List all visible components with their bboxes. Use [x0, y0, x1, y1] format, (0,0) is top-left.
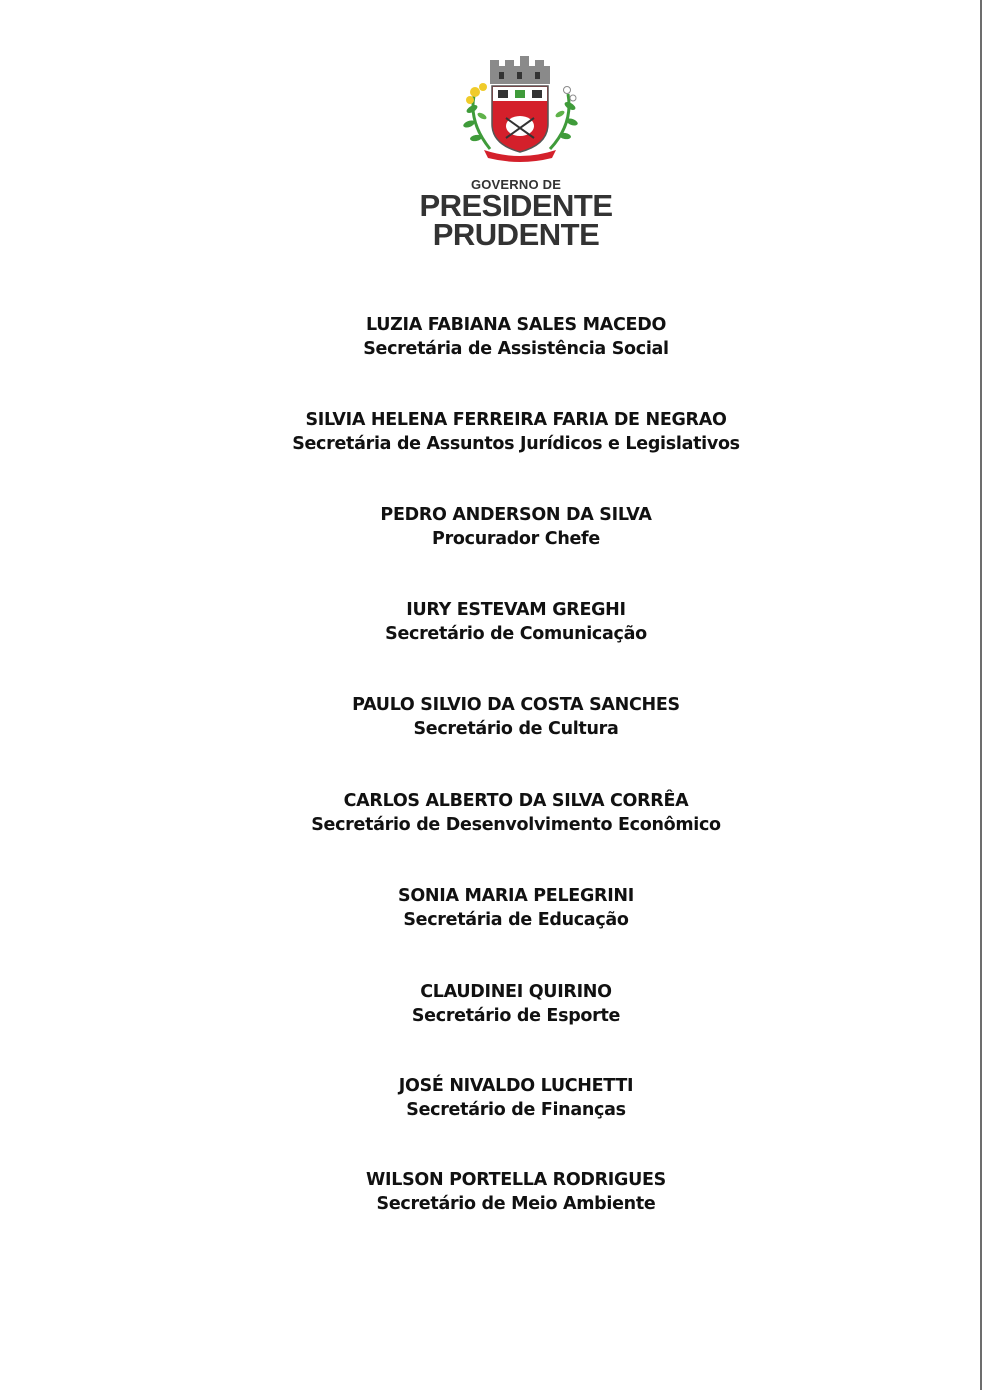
- mural-crown: [490, 56, 550, 84]
- official-entry: [0, 980, 984, 1028]
- official-role: Secretária de Assistência Social: [363, 339, 669, 359]
- official-entry: [0, 503, 984, 551]
- official-name: CLAUDINEI QUIRINO: [420, 982, 612, 1002]
- city-coat-of-arms-icon: [460, 54, 580, 164]
- official-entry: [0, 884, 984, 932]
- government-logo: [410, 54, 620, 254]
- official-role: Secretário de Cultura: [413, 719, 619, 739]
- shield: [492, 86, 548, 152]
- official-entry: [0, 408, 984, 456]
- official-role: Secretário de Comunicação: [385, 624, 647, 644]
- official-role: Secretário de Meio Ambiente: [376, 1194, 656, 1214]
- official-entry: [0, 1074, 984, 1122]
- official-role: Secretário de Esporte: [411, 1006, 621, 1026]
- official-name: JOSÉ NIVALDO LUCHETTI: [398, 1076, 634, 1096]
- official-name: CARLOS ALBERTO DA SILVA CORRÊA: [343, 791, 689, 811]
- official-name: WILSON PORTELLA RODRIGUES: [366, 1170, 666, 1190]
- right-foliage: [550, 87, 579, 150]
- official-name: SILVIA HELENA FERREIRA FARIA DE NEGRAO: [305, 410, 727, 430]
- official-name: SONIA MARIA PELEGRINI: [398, 886, 634, 906]
- official-entry: [0, 693, 984, 741]
- official-name: IURY ESTEVAM GREGHI: [406, 600, 626, 620]
- official-name: PAULO SILVIO DA COSTA SANCHES: [352, 695, 680, 715]
- left-foliage: [462, 83, 490, 149]
- official-entry: [0, 789, 984, 837]
- official-name: PEDRO ANDERSON DA SILVA: [380, 505, 652, 525]
- official-role: Secretário de Finanças: [406, 1100, 626, 1120]
- official-entry: [0, 1168, 984, 1216]
- official-name: LUZIA FABIANA SALES MACEDO: [365, 315, 667, 335]
- city-name-line-2: PRUDENTE: [432, 217, 600, 252]
- city-name-line-1: PRESIDENTE: [419, 188, 613, 223]
- official-role: Secretária de Assuntos Jurídicos e Legislativos: [292, 434, 740, 454]
- official-role: Procurador Chefe: [432, 529, 600, 549]
- government-label: GOVERNO DE: [470, 177, 562, 192]
- official-role: Secretário de Desenvolvimento Econômico: [311, 815, 721, 835]
- official-role: Secretária de Educação: [403, 910, 629, 930]
- official-entry: [0, 598, 984, 646]
- official-entry: [0, 313, 984, 361]
